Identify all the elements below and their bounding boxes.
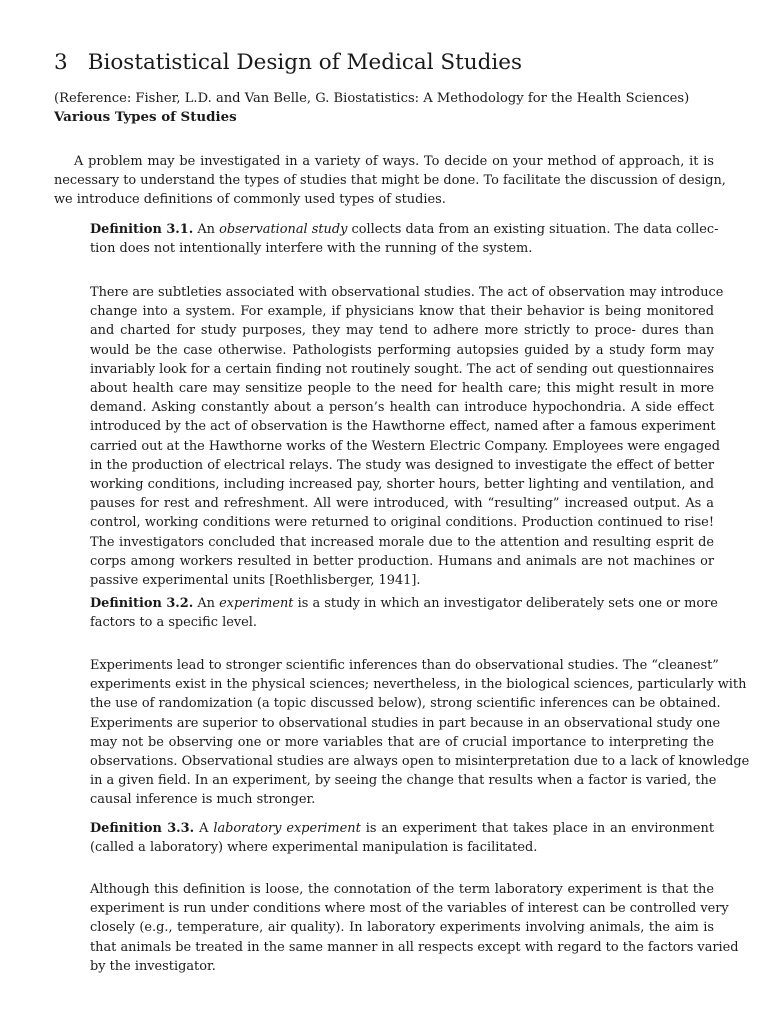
paragraph-line: Experiments lead to stronger scientific inferences than do observational studies. The “cleanest”	[90, 658, 719, 673]
paragraph-line: The investigators concluded that increased morale due to the attention and resulting esprit de	[90, 534, 714, 550]
paragraph-line: corps among workers resulted in better production. Humans and animals are not machines or	[90, 553, 714, 569]
definition-term: laboratory experiment	[213, 821, 361, 836]
definition-term: observational study	[219, 222, 348, 237]
paragraph-line: carried out at the Hawthorne works of the Western Electric Company. Employees were engaged	[90, 438, 720, 454]
paragraph-line: in a given field. In an experiment, by seeing the change that results when a factor is varied, the	[90, 773, 717, 789]
intro-line: we introduce definitions of commonly used types of studies.	[54, 192, 446, 208]
section-title: Biostatistical Design of Medical Studies	[87, 50, 523, 75]
paragraph-line: invariably look for a certain finding not routinely sought. The act of sending out questionnaires	[90, 361, 714, 377]
definition-3-3	[90, 819, 714, 857]
paragraph-line: would be the case otherwise. Pathologists performing autopsies guided by a study form may	[90, 342, 714, 358]
reference-line: (Reference: Fisher, L.D. and Van Belle, G. Biostatistics: A Methodology for the Health Sciences)	[54, 91, 690, 106]
paragraph-line: Experiments are superior to observational studies in part because in an observational study one	[90, 715, 721, 731]
paragraph-line: demand. Asking constantly about a person’s health can introduce hypochondria. A side effect	[90, 400, 714, 416]
paragraph-line: working conditions, including increased pay, shorter hours, better lighting and ventilation, and	[90, 477, 714, 493]
definition-term: experiment	[219, 596, 294, 611]
paragraph-line: about health care may sensitize people to the need for health care; this might result in more	[90, 381, 714, 397]
paragraph-line: introduced by the act of observation is the Hawthorne effect, named after a famous experiment	[90, 419, 716, 435]
paragraph-line: control, working conditions were returned to original conditions. Production continued to rise!	[90, 515, 714, 531]
paragraph-line: observations. Observational studies are always open to misinterpretation due to a lack of knowledge	[90, 754, 750, 770]
definition-label: Definition 3.1.	[90, 222, 194, 237]
definition-text: (called a laboratory) where experimental manipulation is facilitated.	[90, 840, 538, 856]
paragraph-line: causal inference is much stronger.	[90, 792, 316, 808]
paragraph-line: There are subtleties associated with observational studies. The act of observation may introduce	[90, 285, 724, 300]
paragraph-line: change into a system. For example, if physicians know that their behavior is being monitored	[90, 304, 714, 320]
subheading: Various Types of Studies	[54, 109, 237, 125]
observational-paragraph	[90, 283, 724, 590]
definition-label: Definition 3.3.	[90, 821, 195, 836]
laboratory-paragraph	[90, 880, 739, 976]
paragraph-line: passive experimental units [Roethlisberger, 1941].	[90, 573, 421, 589]
paragraph-line: pauses for rest and refreshment. All were introduced, with “resulting” increased output. As a	[90, 496, 714, 512]
paragraph-line: experiments exist in the physical sciences; nevertheless, in the biological sciences, particularly with	[90, 677, 747, 693]
definition-text: An	[197, 596, 215, 611]
section-heading	[54, 50, 522, 75]
experiments-paragraph	[90, 656, 750, 810]
intro-line: A problem may be investigated in a variety of ways. To decide on your method of approach, it is	[74, 154, 714, 169]
paragraph-line: closely (e.g., temperature, air quality). In laboratory experiments involving animals, the aim is	[90, 920, 714, 936]
paragraph-line: may not be observing one or more variables that are of crucial importance to interpreting the	[90, 734, 714, 750]
paragraph-line: the use of randomization (a topic discussed below), strong scientific inferences can be obtained.	[90, 696, 721, 712]
definition-text: A	[199, 821, 209, 836]
definition-3-1	[90, 220, 719, 258]
section-number: 3	[54, 50, 68, 75]
definition-text: An	[197, 222, 215, 237]
paragraph-line: by the investigator.	[90, 958, 216, 974]
paragraph-line: and charted for study purposes, they may tend to adhere more strictly to proce- dures than	[90, 323, 714, 339]
definition-text: collects data from an existing situation. The data collec-	[351, 222, 719, 237]
definition-text: tion does not intentionally interfere with the running of the system.	[90, 241, 533, 257]
intro-paragraph	[54, 152, 726, 210]
paragraph-line: that animals be treated in the same manner in all respects except with regard to the factors varied	[90, 939, 739, 955]
paragraph-line: in the production of electrical relays. The study was designed to investigate the effect of better	[90, 457, 714, 473]
definition-text: is a study in which an investigator deliberately sets one or more	[297, 596, 718, 611]
definition-label: Definition 3.2.	[90, 596, 194, 611]
definition-text: factors to a specific level.	[90, 615, 257, 631]
paragraph-line: experiment is run under conditions where most of the variables of interest can be controlled very	[90, 901, 729, 917]
paragraph-line: Although this definition is loose, the connotation of the term laboratory experiment is that the	[90, 882, 714, 897]
definition-3-2	[90, 594, 718, 632]
definition-text: is an experiment that takes place in an environment	[365, 821, 715, 836]
intro-line: necessary to understand the types of studies that might be done. To facilitate the discussion of design,	[54, 173, 726, 189]
